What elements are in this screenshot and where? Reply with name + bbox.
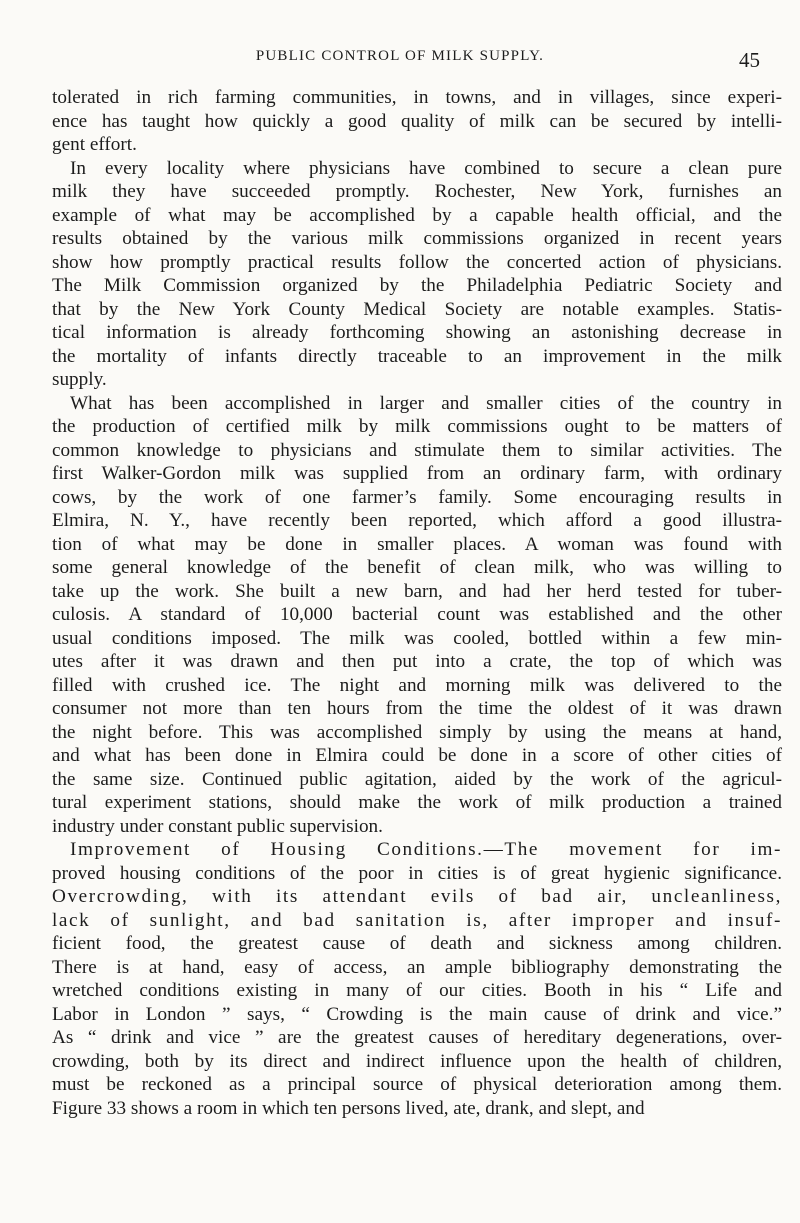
paragraph [52, 838, 782, 1120]
text-line: that by the New York County Medical Society are notable examples. Statis- [52, 298, 782, 320]
text-line: Elmira, N. Y., have recently been reported, which afford a good illustra- [52, 510, 782, 531]
text-line: wretched conditions existing in many of our cities. Booth in his “ Life and [52, 980, 782, 1001]
text-line: filled with crushed ice. The night and morning milk was delivered to the [52, 674, 782, 696]
text-line: Figure 33 shows a room in which ten persons lived, ate, drank, and slept, and [52, 1097, 645, 1119]
text-line: take up the work. She built a new barn, and had her herd tested for tuber- [52, 580, 782, 602]
text-line: The Milk Commission organized by the Philadelphia Pediatric Society and [52, 275, 782, 296]
text-line: the same size. Continued public agitation, aided by the work of the agricul- [52, 768, 782, 790]
text-line: Overcrowding, with its attendant evils of bad air, uncleanliness, [52, 886, 782, 907]
text-line: gent effort. [52, 134, 137, 155]
text-line: lack of sunlight, and bad sanitation is, after improper and insuf- [52, 909, 782, 931]
text-line: example of what may be accomplished by a capable health official, and the [52, 204, 782, 226]
text-line: tural experiment stations, should make the work of milk production a trained [52, 792, 782, 813]
text-line: crowding, both by its direct and indirect influence upon the health of children, [52, 1050, 782, 1072]
text-line: usual conditions imposed. The milk was cooled, bottled within a few min- [52, 627, 782, 649]
text-line: In every locality where physicians have combined to secure a clean pure [70, 157, 782, 179]
running-head [0, 48, 800, 76]
page-number: 45 [739, 48, 760, 72]
text-line: What has been accomplished in larger and smaller cities of the country in [70, 392, 782, 414]
text-line: Improvement of Housing Conditions.—The movement for im- [70, 839, 782, 860]
text-line: some general knowledge of the benefit of clean milk, who was willing to [52, 557, 782, 578]
text-line: culosis. A standard of 10,000 bacterial count was established and the other [52, 604, 782, 625]
paragraph [52, 157, 782, 392]
text-line: ence has taught how quickly a good quality of milk can be secured by intelli- [52, 110, 782, 132]
paragraph [52, 392, 782, 839]
text-line: tion of what may be done in smaller places. A woman was found with [52, 533, 782, 555]
paragraph [52, 86, 782, 157]
text-line: tical information is already forthcoming showing an astonishing decrease in [52, 322, 782, 343]
text-line: utes after it was drawn and then put into a crate, the top of which was [52, 651, 782, 672]
text-line: There is at hand, easy of access, an ample bibliography demonstrating the [52, 956, 782, 978]
text-line: milk they have succeeded promptly. Rochester, New York, furnishes an [52, 181, 782, 202]
text-line: cows, by the work of one farmer’s family. Some encouraging results in [52, 486, 782, 508]
text-line: proved housing conditions of the poor in cities is of great hygienic significance. [52, 862, 782, 884]
text-line: Labor in London ” says, “ Crowding is the main cause of drink and vice.” [52, 1003, 782, 1025]
text-line: show how promptly practical results follow the concerted action of physicians. [52, 251, 782, 273]
text-line: the mortality of infants directly traceable to an improvement in the milk [52, 345, 782, 367]
text-line: the night before. This was accomplished simply by using the means at hand, [52, 721, 782, 743]
text-line: must be reckoned as a principal source of physical deterioration among them. [52, 1074, 782, 1095]
running-title: PUBLIC CONTROL OF MILK SUPPLY. [255, 48, 545, 64]
body-text [52, 86, 782, 1120]
text-line: consumer not more than ten hours from the time the oldest of it was drawn [52, 698, 782, 719]
text-line: tolerated in rich farming communities, in towns, and in villages, since experi- [52, 87, 782, 108]
text-line: the production of certified milk by milk commissions ought to be matters of [52, 416, 782, 437]
text-line: As “ drink and vice ” are the greatest causes of hereditary degenerations, over- [52, 1027, 782, 1048]
text-line: supply. [52, 369, 107, 390]
text-line: ficient food, the greatest cause of death and sickness among children. [52, 933, 782, 954]
text-line: and what has been done in Elmira could be done in a score of other cities of [52, 745, 782, 766]
text-line: common knowledge to physicians and stimulate them to similar activities. The [52, 439, 782, 461]
text-line: first Walker-Gordon milk was supplied from an ordinary farm, with ordinary [52, 463, 782, 484]
text-line: results obtained by the various milk commissions organized in recent years [52, 228, 782, 249]
text-line: industry under constant public supervision. [52, 815, 383, 837]
